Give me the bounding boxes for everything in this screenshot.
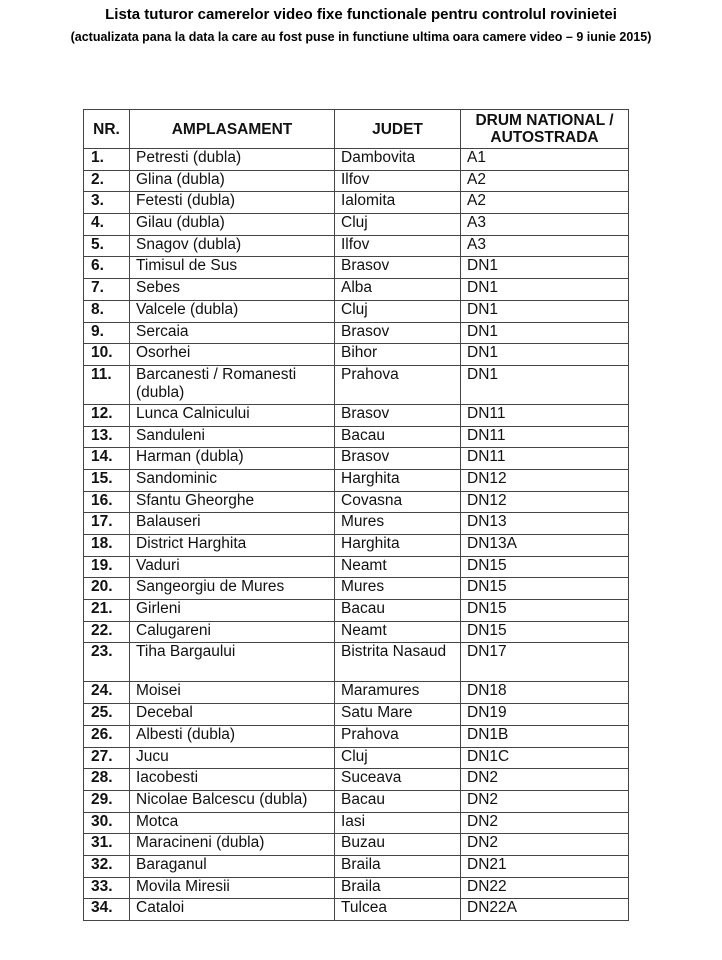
- row-amplasament: Valcele (dubla): [130, 300, 335, 322]
- row-drum: DN2: [461, 790, 629, 812]
- row-nr: 34.: [84, 899, 130, 921]
- row-amplasament: Calugareni: [130, 621, 335, 643]
- table-row: [84, 747, 629, 769]
- table-row: [84, 682, 629, 704]
- row-nr: 26.: [84, 725, 130, 747]
- row-nr: 11.: [84, 365, 130, 404]
- row-judet: Ilfov: [335, 235, 461, 257]
- row-nr: 33.: [84, 877, 130, 899]
- row-judet: Cluj: [335, 747, 461, 769]
- row-judet: Harghita: [335, 469, 461, 491]
- row-amplasament: Lunca Calnicului: [130, 404, 335, 426]
- row-judet: Satu Mare: [335, 704, 461, 726]
- row-amplasament: Motca: [130, 812, 335, 834]
- row-amplasament: Sfantu Gheorghe: [130, 491, 335, 513]
- table-row: [84, 426, 629, 448]
- row-drum: DN1B: [461, 725, 629, 747]
- row-nr: 2.: [84, 170, 130, 192]
- row-drum: DN2: [461, 834, 629, 856]
- row-judet: Ialomita: [335, 192, 461, 214]
- row-judet: Bistrita Nasaud: [335, 643, 461, 682]
- row-amplasament: Balauseri: [130, 513, 335, 535]
- row-nr: 27.: [84, 747, 130, 769]
- row-judet: Tulcea: [335, 899, 461, 921]
- row-drum: DN1: [461, 365, 629, 404]
- row-amplasament: Iacobesti: [130, 769, 335, 791]
- row-judet: Prahova: [335, 365, 461, 404]
- row-nr: 29.: [84, 790, 130, 812]
- row-drum: DN1: [461, 322, 629, 344]
- header-amplasament: AMPLASAMENT: [130, 110, 335, 149]
- row-drum: DN22: [461, 877, 629, 899]
- row-drum: DN19: [461, 704, 629, 726]
- row-judet: Brasov: [335, 322, 461, 344]
- row-judet: Buzau: [335, 834, 461, 856]
- table-row: [84, 344, 629, 366]
- row-nr: 24.: [84, 682, 130, 704]
- table-row: [84, 448, 629, 470]
- table-row: [84, 600, 629, 622]
- row-nr: 31.: [84, 834, 130, 856]
- table-row: [84, 365, 629, 404]
- row-nr: 9.: [84, 322, 130, 344]
- row-judet: Bacau: [335, 426, 461, 448]
- row-nr: 28.: [84, 769, 130, 791]
- table-row: [84, 790, 629, 812]
- table-row: [84, 235, 629, 257]
- row-amplasament: Tiha Bargaului: [130, 643, 335, 682]
- table-row: [84, 279, 629, 301]
- row-drum: DN11: [461, 448, 629, 470]
- table-row: [84, 300, 629, 322]
- row-nr: 25.: [84, 704, 130, 726]
- table-row: [84, 192, 629, 214]
- cameras-table: [83, 109, 629, 921]
- table-row: [84, 899, 629, 921]
- document-subtitle: (actualizata pana la data la care au fost puse in functiune ultima oara camere video – 9 iunie 2015): [70, 30, 652, 44]
- row-nr: 21.: [84, 600, 130, 622]
- row-nr: 15.: [84, 469, 130, 491]
- row-drum: A2: [461, 192, 629, 214]
- row-amplasament: Gilau (dubla): [130, 214, 335, 236]
- row-nr: 19.: [84, 556, 130, 578]
- row-judet: Ilfov: [335, 170, 461, 192]
- row-drum: DN1: [461, 257, 629, 279]
- row-nr: 23.: [84, 643, 130, 682]
- table-row: [84, 643, 629, 682]
- row-amplasament: Sangeorgiu de Mures: [130, 578, 335, 600]
- row-amplasament: Nicolae Balcescu (dubla): [130, 790, 335, 812]
- row-nr: 20.: [84, 578, 130, 600]
- row-amplasament: Barcanesti / Romanesti (dubla): [130, 365, 335, 404]
- row-nr: 32.: [84, 855, 130, 877]
- row-judet: Cluj: [335, 300, 461, 322]
- row-amplasament: Movila Miresii: [130, 877, 335, 899]
- row-drum: DN21: [461, 855, 629, 877]
- row-drum: A2: [461, 170, 629, 192]
- row-drum: DN17: [461, 643, 629, 682]
- row-drum: DN12: [461, 491, 629, 513]
- row-amplasament: Albesti (dubla): [130, 725, 335, 747]
- row-drum: DN1C: [461, 747, 629, 769]
- row-amplasament: Girleni: [130, 600, 335, 622]
- row-judet: Braila: [335, 877, 461, 899]
- row-judet: Brasov: [335, 448, 461, 470]
- table-row: [84, 214, 629, 236]
- row-amplasament: Cataloi: [130, 899, 335, 921]
- row-drum: DN18: [461, 682, 629, 704]
- row-amplasament: Timisul de Sus: [130, 257, 335, 279]
- row-judet: Mures: [335, 578, 461, 600]
- table-row: [84, 704, 629, 726]
- row-drum: DN2: [461, 812, 629, 834]
- row-drum: DN13A: [461, 535, 629, 557]
- row-amplasament: Moisei: [130, 682, 335, 704]
- row-amplasament: Fetesti (dubla): [130, 192, 335, 214]
- row-judet: Bacau: [335, 600, 461, 622]
- row-drum: DN11: [461, 426, 629, 448]
- row-drum: A3: [461, 214, 629, 236]
- row-amplasament: Glina (dubla): [130, 170, 335, 192]
- row-amplasament: Snagov (dubla): [130, 235, 335, 257]
- row-drum: DN22A: [461, 899, 629, 921]
- table-body: [84, 149, 629, 921]
- row-amplasament: Vaduri: [130, 556, 335, 578]
- row-nr: 22.: [84, 621, 130, 643]
- row-drum: DN12: [461, 469, 629, 491]
- row-nr: 5.: [84, 235, 130, 257]
- table-row: [84, 149, 629, 171]
- row-amplasament: Sandominic: [130, 469, 335, 491]
- header-drum: DRUM NATIONAL / AUTOSTRADA: [461, 110, 629, 149]
- row-amplasament: Jucu: [130, 747, 335, 769]
- table-row: [84, 535, 629, 557]
- table-header-row: [84, 110, 629, 149]
- row-amplasament: Sercaia: [130, 322, 335, 344]
- row-drum: A1: [461, 149, 629, 171]
- row-amplasament: Harman (dubla): [130, 448, 335, 470]
- table-row: [84, 491, 629, 513]
- row-judet: Cluj: [335, 214, 461, 236]
- row-amplasament: Sanduleni: [130, 426, 335, 448]
- table-row: [84, 578, 629, 600]
- row-judet: Alba: [335, 279, 461, 301]
- table-row: [84, 556, 629, 578]
- row-drum: DN11: [461, 404, 629, 426]
- row-nr: 4.: [84, 214, 130, 236]
- table-row: [84, 322, 629, 344]
- row-amplasament: Osorhei: [130, 344, 335, 366]
- table-row: [84, 769, 629, 791]
- row-nr: 6.: [84, 257, 130, 279]
- row-judet: Braila: [335, 855, 461, 877]
- row-amplasament: Decebal: [130, 704, 335, 726]
- row-nr: 16.: [84, 491, 130, 513]
- row-drum: DN13: [461, 513, 629, 535]
- row-judet: Neamt: [335, 556, 461, 578]
- row-drum: DN1: [461, 279, 629, 301]
- row-amplasament: District Harghita: [130, 535, 335, 557]
- row-nr: 8.: [84, 300, 130, 322]
- row-nr: 13.: [84, 426, 130, 448]
- table-row: [84, 170, 629, 192]
- row-drum: DN15: [461, 600, 629, 622]
- row-nr: 7.: [84, 279, 130, 301]
- table-row: [84, 834, 629, 856]
- row-nr: 10.: [84, 344, 130, 366]
- row-drum: A3: [461, 235, 629, 257]
- row-drum: DN2: [461, 769, 629, 791]
- row-nr: 18.: [84, 535, 130, 557]
- row-nr: 14.: [84, 448, 130, 470]
- row-judet: Bacau: [335, 790, 461, 812]
- row-judet: Maramures: [335, 682, 461, 704]
- table-row: [84, 257, 629, 279]
- table-row: [84, 513, 629, 535]
- row-amplasament: Petresti (dubla): [130, 149, 335, 171]
- row-drum: DN1: [461, 300, 629, 322]
- row-judet: Iasi: [335, 812, 461, 834]
- row-judet: Brasov: [335, 404, 461, 426]
- row-amplasament: Sebes: [130, 279, 335, 301]
- table-row: [84, 725, 629, 747]
- row-judet: Suceava: [335, 769, 461, 791]
- row-nr: 30.: [84, 812, 130, 834]
- row-nr: 17.: [84, 513, 130, 535]
- table-row: [84, 812, 629, 834]
- document-title: Lista tuturor camerelor video fixe functionale pentru controlul rovinietei: [105, 6, 617, 23]
- row-judet: Dambovita: [335, 149, 461, 171]
- header-judet: JUDET: [335, 110, 461, 149]
- table-row: [84, 877, 629, 899]
- row-amplasament: Maracineni (dubla): [130, 834, 335, 856]
- table-row: [84, 404, 629, 426]
- row-drum: DN15: [461, 556, 629, 578]
- row-nr: 12.: [84, 404, 130, 426]
- row-judet: Brasov: [335, 257, 461, 279]
- table-row: [84, 621, 629, 643]
- table-row: [84, 469, 629, 491]
- row-judet: Prahova: [335, 725, 461, 747]
- row-amplasament: Baraganul: [130, 855, 335, 877]
- row-nr: 1.: [84, 149, 130, 171]
- row-judet: Bihor: [335, 344, 461, 366]
- row-drum: DN1: [461, 344, 629, 366]
- row-judet: Neamt: [335, 621, 461, 643]
- table-row: [84, 855, 629, 877]
- header-nr: NR.: [84, 110, 130, 149]
- row-judet: Covasna: [335, 491, 461, 513]
- row-drum: DN15: [461, 578, 629, 600]
- row-drum: DN15: [461, 621, 629, 643]
- row-judet: Mures: [335, 513, 461, 535]
- row-judet: Harghita: [335, 535, 461, 557]
- row-nr: 3.: [84, 192, 130, 214]
